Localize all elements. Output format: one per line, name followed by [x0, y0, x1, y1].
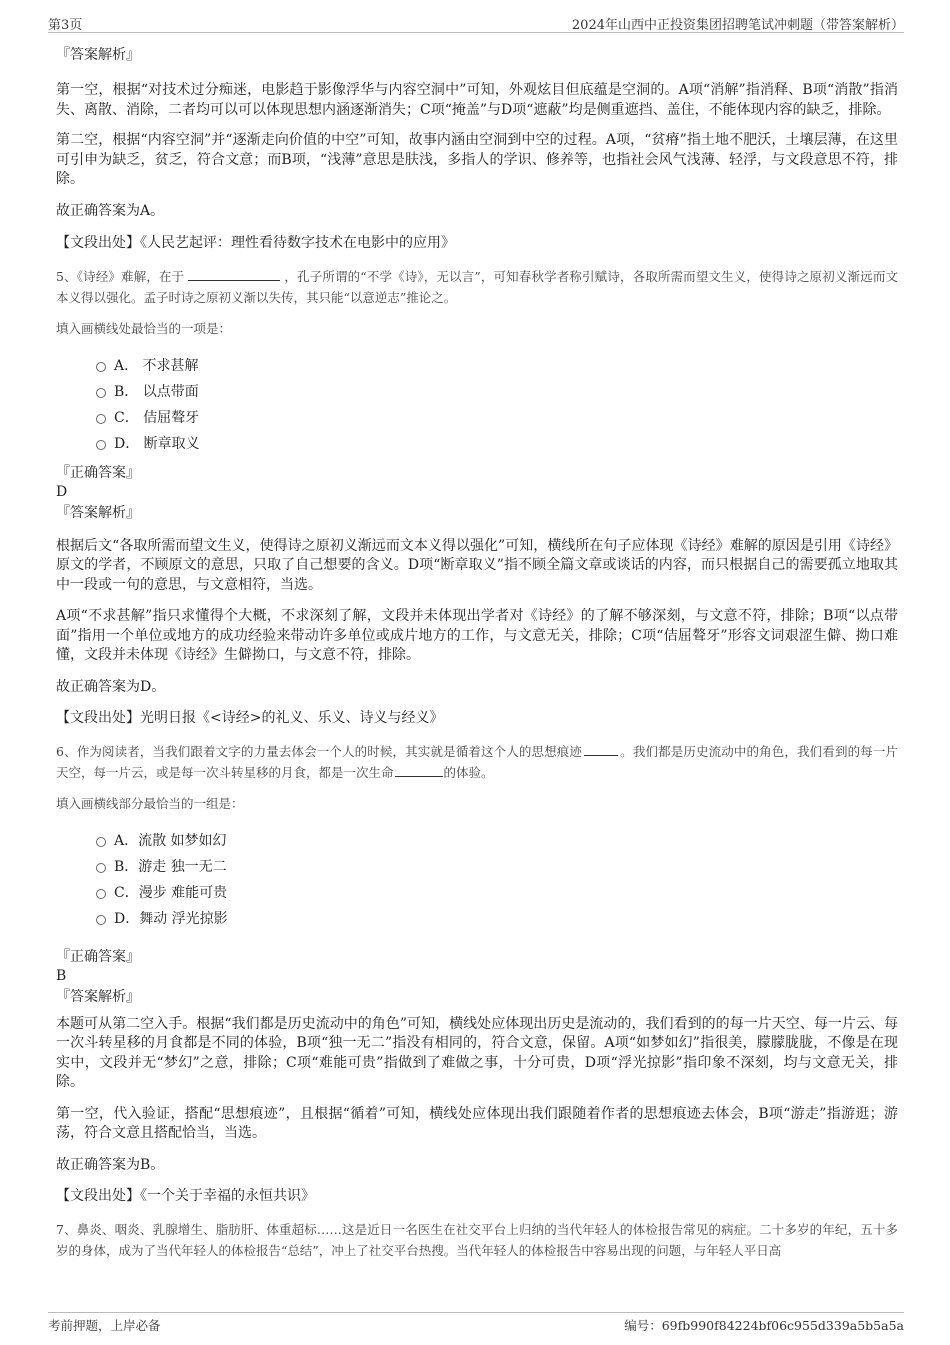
q6-analysis-p1: 本题可从第二空入手。根据“我们都是历史流动中的角色”可知，横线处应体现出历史是流动的，我们看到的的每一片天空、每一片云、每一次斗转星移的月食都是不同的体验，B项“独一无二”指没有相同的，符合文意，保留。A项“如梦如幻”指很美，朦朦胧胧，不像是在现实中，文段并无“梦幻”之意，排除；C项“难能可贵”指做到了难做之事，十分可贵，D项“浮光掠影”指印象不深刻，均与文意无关，排除。	[56, 1015, 898, 1090]
footer-code: 编号：69fb990f84224bf06c955d339a5b5a5a	[624, 1318, 904, 1333]
page-number: 第3页	[48, 18, 83, 33]
q5-hint: 填入画横线处最恰当的一项是：	[56, 320, 232, 336]
q6-option-d[interactable]: D．舞动 浮光掠影	[56, 906, 898, 932]
q5-option-d[interactable]: D． 断章取义	[56, 431, 898, 457]
q6-option-b[interactable]: B．游走 独一无二	[56, 854, 898, 880]
q6-analysis-title: 『答案解析』	[56, 988, 140, 1005]
q5-analysis-p1: 根据后文“各取所需而望文生义，使得诗之原初义渐远而文本义得以强化”可知，横线所在句子应体现《诗经》难解的原因是引用《诗经》原文的学者，不顾原文的意思，只取了自己想要的含义。D项“断章取义”指不顾全篇文章或谈话的内容，而只根据自己的需要孤立地取其中一段或一句的意思，与文意相符，当选。	[56, 537, 898, 593]
q5-answer: D	[56, 483, 68, 500]
page-footer	[48, 1312, 904, 1333]
radio-icon[interactable]	[96, 388, 106, 398]
q5-conclusion: 故正确答案为D。	[56, 678, 166, 695]
page-header	[48, 12, 904, 33]
radio-icon[interactable]	[96, 414, 106, 424]
q5-analysis-title: 『答案解析』	[56, 504, 140, 521]
radio-icon[interactable]	[96, 915, 106, 925]
q4-analysis-p1: 第一空，根据“对技术过分痴迷，电影趋于影像浮华与内容空洞中”可知，外观炫目但底蕴是空洞的。A项“消解”指消释、B项“消散”指消失、离散、消除，二者均可以可以体现思想内涵逐渐消失；C项“掩盖”与D项“遮蔽”均是侧重遮挡、盖住，不能体现内容的缺乏，排除。	[56, 82, 898, 118]
main-content	[56, 42, 898, 1261]
q6-option-a[interactable]: A．流散 如梦如幻	[56, 828, 898, 854]
q6-answer-title: 『正确答案』	[56, 948, 140, 965]
radio-icon[interactable]	[96, 889, 106, 899]
q5-source: 【文段出处】光明日报《<诗经>的礼义、乐义、诗义与经义》	[56, 710, 444, 726]
q5-option-c[interactable]: C． 佶屈聱牙	[56, 405, 898, 431]
radio-icon[interactable]	[96, 863, 106, 873]
footer-slogan: 考前押题，上岸必备	[48, 1318, 161, 1333]
q6-source: 【文段出处】《一个关于幸福的永恒共识》	[56, 1188, 315, 1204]
q4-analysis-title: 『答案解析』	[56, 47, 140, 63]
radio-icon[interactable]	[96, 440, 106, 450]
q6-conclusion: 故正确答案为B。	[56, 1156, 165, 1173]
q6-options	[56, 828, 898, 932]
q5-analysis-p2: A项“不求甚解”指只求懂得个大概，不求深刻了解，文段并未体现出学者对《诗经》的了解不够深刻，与文意不符，排除；B项“以点带面”指用一个单位或地方的成功经验来带动许多单位或成片地方的工作，与文意无关，排除；C项“佶屈聱牙”形容文词艰涩生僻、拗口难懂，文段并未体现《诗经》生僻拗口，与文意不符，排除。	[56, 608, 898, 663]
q5-answer-title: 『正确答案』	[56, 464, 140, 481]
q5-options	[56, 353, 898, 457]
q6-hint: 填入画横线部分最恰当的一组是：	[56, 795, 244, 811]
document-title: 2024年山西中正投资集团招聘笔试冲刺题（带答案解析）	[571, 18, 904, 33]
q5-blank	[188, 267, 280, 281]
radio-icon[interactable]	[96, 837, 106, 847]
radio-icon[interactable]	[96, 362, 106, 372]
q6-option-c[interactable]: C．漫步 难能可贵	[56, 880, 898, 906]
q7-stem: 7、鼻炎、咽炎、乳腺增生、脂肪肝、体重超标……这是近日一名医生在社交平台上归纳的当代年轻人的体检报告常见的病症。二十多岁的年纪，五十多岁的身体，成为了当代年轻人的体检报告“总结”，冲上了社交平台热搜。当代年轻人的体检报告中容易出现的问题，与年轻人平日高	[56, 1221, 898, 1258]
q6-blank-2	[395, 763, 443, 777]
q5-option-b[interactable]: B． 以点带面	[56, 379, 898, 405]
q6-analysis-p2: 第一空，代入验证，搭配“思想痕迹”，且根据“循着”可知，横线处应体现出我们跟随着作者的思想痕迹去体会，B项“游走”指游逛；游荡，符合文意且搭配恰当，当选。	[56, 1105, 898, 1141]
q6-blank-1	[584, 742, 618, 756]
q5-stem: 5、《诗经》难解，在于 ，孔子所谓的“不学《诗》，无以言”，可知春秋学者称引赋诗，各取所需而望文生义，使得诗之原初义渐远而文本义得以强化。孟子时诗之原初义渐以失传，其只能“以意逆志”推论之。	[56, 268, 898, 305]
q6-answer: B	[56, 967, 67, 984]
q5-option-a[interactable]: A． 不求甚解	[56, 353, 898, 379]
q4-conclusion: 故正确答案为A。	[56, 202, 165, 219]
q4-analysis-p2: 第二空，根据“内容空洞”并“逐渐走向价值的中空”可知，故事内涵由空洞到中空的过程。A项，“贫瘠”指土地不肥沃，土壤层薄，在这里可引申为缺乏，贫乏，符合文意；而B项，“浅薄”意思是肤浅，多指人的学识、修养等，也指社会风气浅薄、轻浮，与文段意思不符，排除。	[56, 132, 898, 187]
q4-source: 【文段出处】《人民艺起评：理性看待数字技术在电影中的应用》	[56, 235, 455, 251]
q6-stem: 6、作为阅读者，当我们跟着文字的力量去体会一个人的时候，其实就是循着这个人的思想痕迹 。我们都是历史流动中的角色，我们看到的每一片天空，每一片云，或是每一次斗转星移的月食，都是一次生命 的体验。	[56, 743, 898, 780]
